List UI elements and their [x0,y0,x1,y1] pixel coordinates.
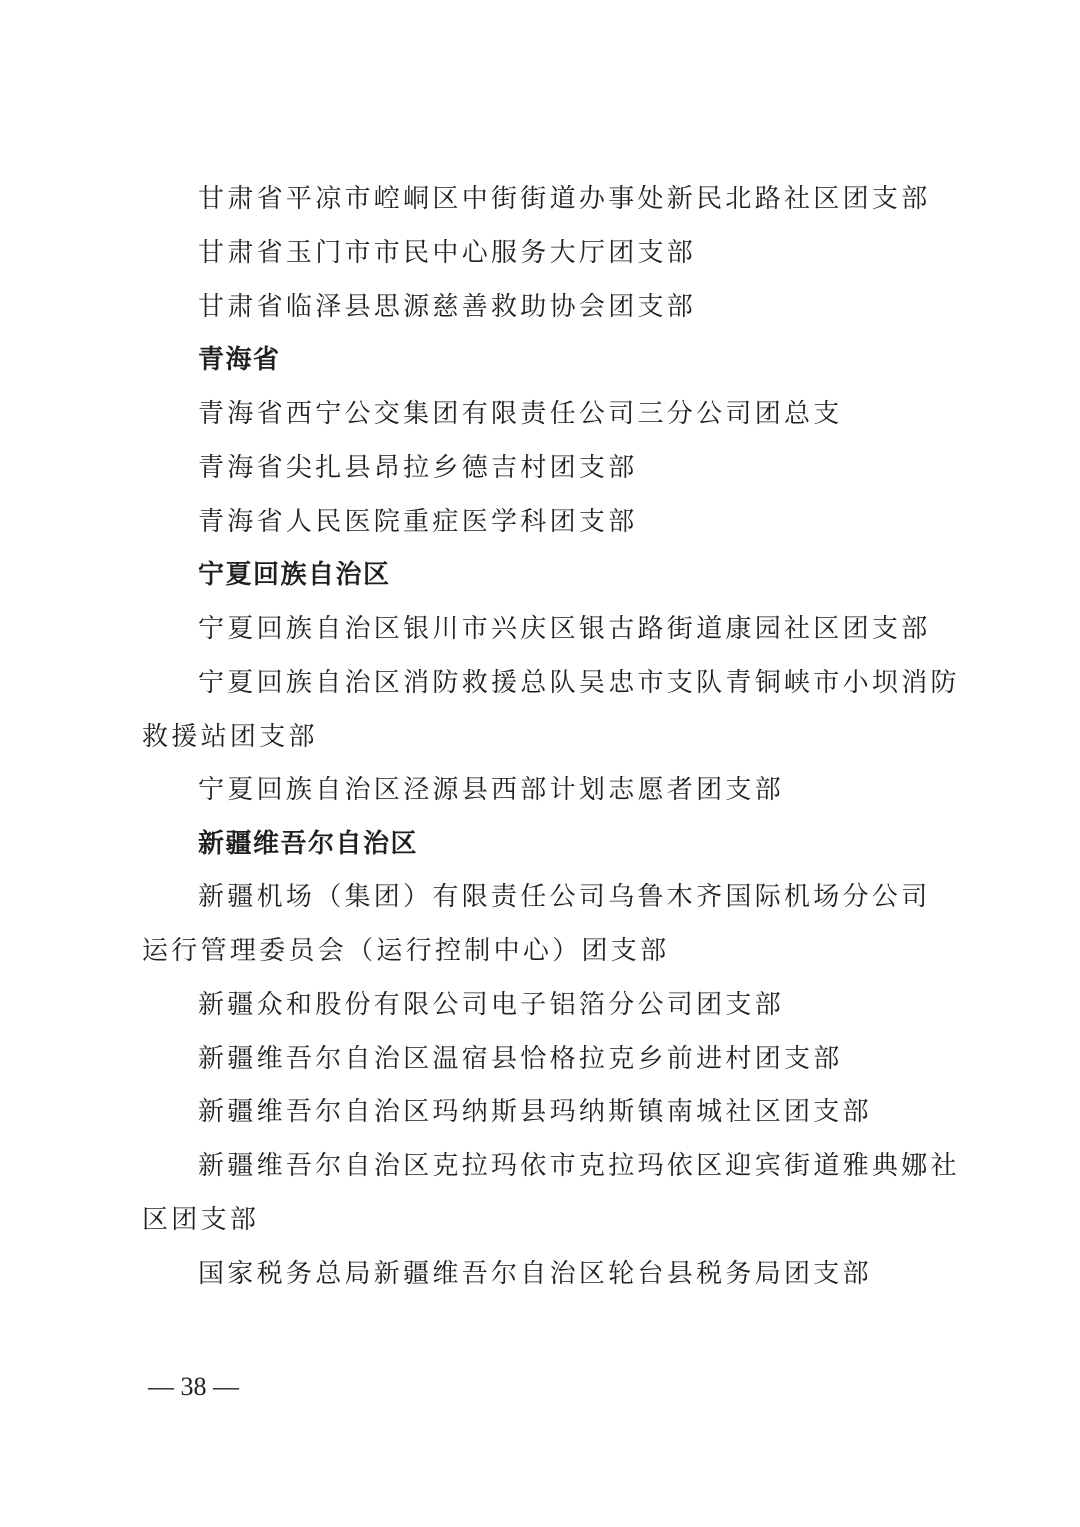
list-item: 甘肃省临泽县思源慈善救助协会团支部 [198,292,697,322]
list-item-continuation: 运行管理委员会（运行控制中心）团支部 [142,936,670,966]
list-item: 新疆众和股份有限公司电子铝箔分公司团支部 [198,990,785,1020]
list-item-continuation: 区团支部 [142,1205,260,1235]
list-item: 新疆机场（集团）有限责任公司乌鲁木齐国际机场分公司 [198,882,931,912]
page-number: — 38 — [148,1372,239,1401]
section-heading-qinghai: 青海省 [198,345,281,375]
list-item: 青海省人民医院重症医学科团支部 [198,507,638,537]
list-item: 国家税务总局新疆维吾尔自治区轮台县税务局团支部 [198,1259,872,1289]
list-item: 青海省西宁公交集团有限责任公司三分公司团总支 [198,399,843,429]
list-item: 甘肃省玉门市市民中心服务大厅团支部 [198,238,697,268]
list-item-continuation: 救援站团支部 [142,722,318,752]
list-item: 宁夏回族自治区消防救援总队吴忠市支队青铜峡市小坝消防 [198,668,960,698]
list-item: 新疆维吾尔自治区克拉玛依市克拉玛依区迎宾街道雅典娜社 [198,1151,960,1181]
list-item: 青海省尖扎县昂拉乡德吉村团支部 [198,453,638,483]
section-heading-xinjiang: 新疆维吾尔自治区 [198,829,419,859]
list-item: 宁夏回族自治区银川市兴庆区银古路街道康园社区团支部 [198,614,931,644]
list-item: 宁夏回族自治区泾源县西部计划志愿者团支部 [198,775,785,805]
list-item: 新疆维吾尔自治区温宿县恰格拉克乡前进村团支部 [198,1044,843,1074]
section-heading-ningxia: 宁夏回族自治区 [198,560,391,590]
list-item: 甘肃省平凉市崆峒区中街街道办事处新民北路社区团支部 [198,184,931,214]
list-item: 新疆维吾尔自治区玛纳斯县玛纳斯镇南城社区团支部 [198,1097,872,1127]
